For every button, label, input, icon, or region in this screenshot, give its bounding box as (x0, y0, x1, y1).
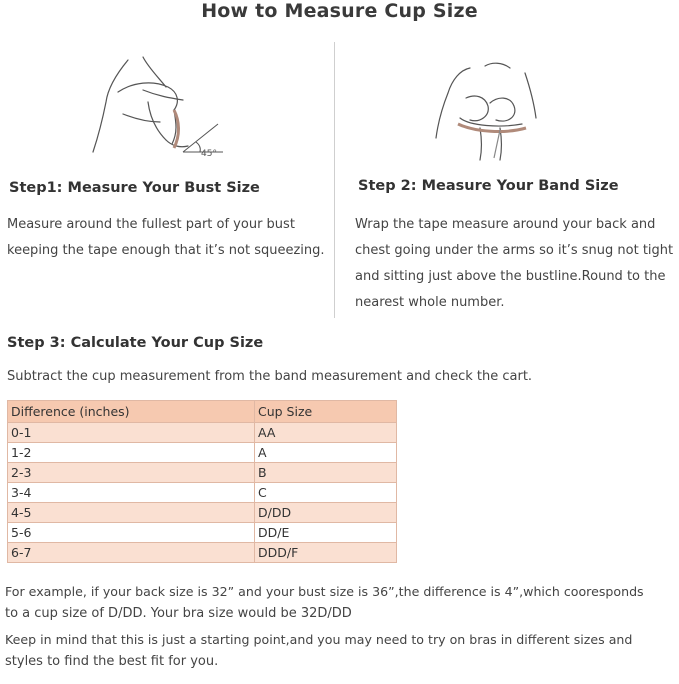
table-cell: C (255, 483, 397, 503)
table-cell: A (255, 443, 397, 463)
table-cell: 5-6 (8, 523, 255, 543)
table-cell: B (255, 463, 397, 483)
table-row (8, 463, 397, 483)
table-header-row (8, 401, 397, 423)
table-cell: 2-3 (8, 463, 255, 483)
table-header: Cup Size (255, 401, 397, 423)
table-header: Difference (inches) (8, 401, 255, 423)
step2-text (355, 212, 677, 316)
cup-size-table (7, 400, 397, 563)
table-cell: D/DD (255, 503, 397, 523)
step3-heading: Step 3: Calculate Your Cup Size (7, 335, 264, 351)
step2-line: nearest whole number. (355, 295, 505, 310)
table-cell: 1-2 (8, 443, 255, 463)
footer-line: styles to find the best fit for you. (5, 654, 219, 669)
table-cell: 4-5 (8, 503, 255, 523)
step2-line: and sitting just above the bustline.Round to the (355, 269, 666, 284)
step1-line: keeping the tape enough that it’s not squeezing. (7, 243, 325, 258)
footer-line: to a cup size of D/DD. Your bra size would be 32D/DD (5, 606, 352, 621)
table-row (8, 423, 397, 443)
table-row (8, 483, 397, 503)
step1-heading: Step1: Measure Your Bust Size (9, 180, 260, 196)
step2-line: Wrap the tape measure around your back and (355, 217, 656, 232)
footer-line: For example, if your back size is 32” and your bust size is 36”,the difference is 4”,which cooresponds (5, 584, 644, 599)
step1-line: Measure around the fullest part of your bust (7, 217, 295, 232)
table-cell: 3-4 (8, 483, 255, 503)
table-row (8, 503, 397, 523)
table-cell: AA (255, 423, 397, 443)
page-title: How to Measure Cup Size (201, 0, 478, 22)
table-row (8, 543, 397, 563)
table-cell: DDD/F (255, 543, 397, 563)
footer-line: Keep in mind that this is just a starting point,and you may need to try on bras in different sizes and (5, 632, 633, 647)
column-divider (334, 42, 335, 318)
footer-notes (5, 581, 677, 673)
table-cell: 6-7 (8, 543, 255, 563)
step2-line: chest going under the arms so it’s snug not tight (355, 243, 674, 258)
angle-label: 45° (201, 149, 217, 159)
table-row (8, 523, 397, 543)
step3-intro: Subtract the cup measurement from the band measurement and check the cart. (7, 369, 533, 384)
step2-heading: Step 2: Measure Your Band Size (358, 178, 619, 194)
step1-text (7, 212, 332, 264)
table-cell: DD/E (255, 523, 397, 543)
table-cell: 0-1 (8, 423, 255, 443)
table-row (8, 443, 397, 463)
band-measure-illustration (430, 58, 550, 163)
bust-measure-illustration (88, 52, 238, 162)
